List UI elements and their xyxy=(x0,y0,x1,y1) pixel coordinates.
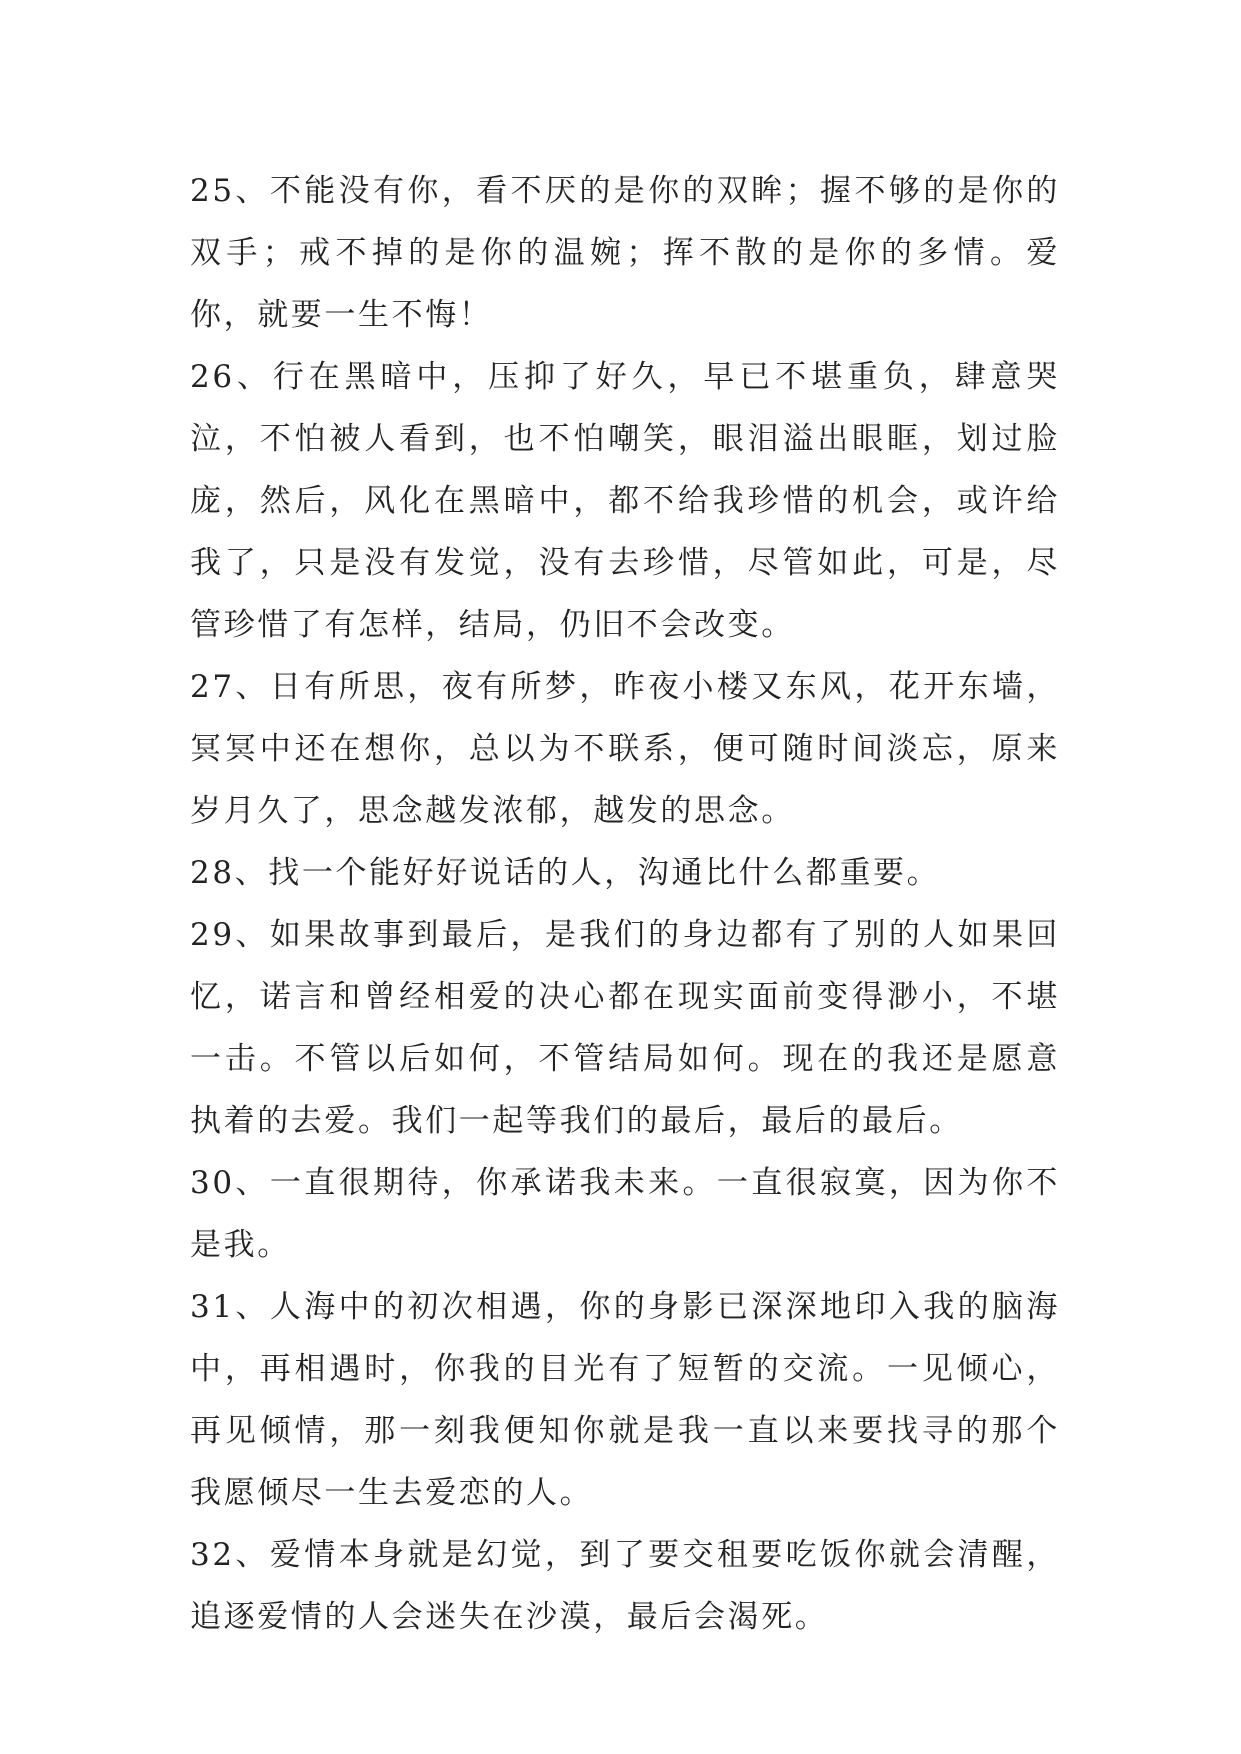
paragraph-30: 30、一直很期待，你承诺我未来。一直很寂寞，因为你不是我。 xyxy=(190,1165,1060,1263)
paragraph-32: 32、爱情本身就是幻觉，到了要交租要吃饭你就会清醒，追逐爱情的人会迷失在沙漠，最后会渴死。 xyxy=(190,1537,1060,1635)
paragraph-27: 27、日有所思，夜有所梦，昨夜小楼又东风，花开东墙，冥冥中还在想你，总以为不联系，便可随时间淡忘，原来岁月久了，思念越发浓郁，越发的思念。 xyxy=(190,669,1060,829)
paragraph-29: 29、如果故事到最后，是我们的身边都有了别的人如果回忆，诺言和曾经相爱的决心都在现实面前变得渺小，不堪一击。不管以后如何，不管结局如何。现在的我还是愿意执着的去爱。我们一起等我们的最后，最后的最后。 xyxy=(190,917,1060,1139)
paragraph-28: 28、找一个能好好说话的人，沟通比什么都重要。 xyxy=(190,855,941,891)
paragraph-25: 25、不能没有你，看不厌的是你的双眸；握不够的是你的双手；戒不掉的是你的温婉；挥不散的是你的多情。爱你，就要一生不悔！ xyxy=(190,173,1060,333)
paragraph-31: 31、人海中的初次相遇，你的身影已深深地印入我的脑海中，再相遇时，你我的目光有了短暂的交流。一见倾心，再见倾情，那一刻我便知你就是我一直以来要找寻的那个我愿倾尽一生去爱恋的人。 xyxy=(190,1289,1060,1511)
paragraph-26: 26、行在黑暗中，压抑了好久，早已不堪重负，肆意哭泣，不怕被人看到，也不怕嘲笑，眼泪溢出眼眶，划过脸庞，然后，风化在黑暗中，都不给我珍惜的机会，或许给我了，只是没有发觉，没有去珍惜，尽管如此，可是，尽管珍惜了有怎样，结局，仍旧不会改变。 xyxy=(190,359,1060,643)
document-body xyxy=(190,160,1060,1648)
